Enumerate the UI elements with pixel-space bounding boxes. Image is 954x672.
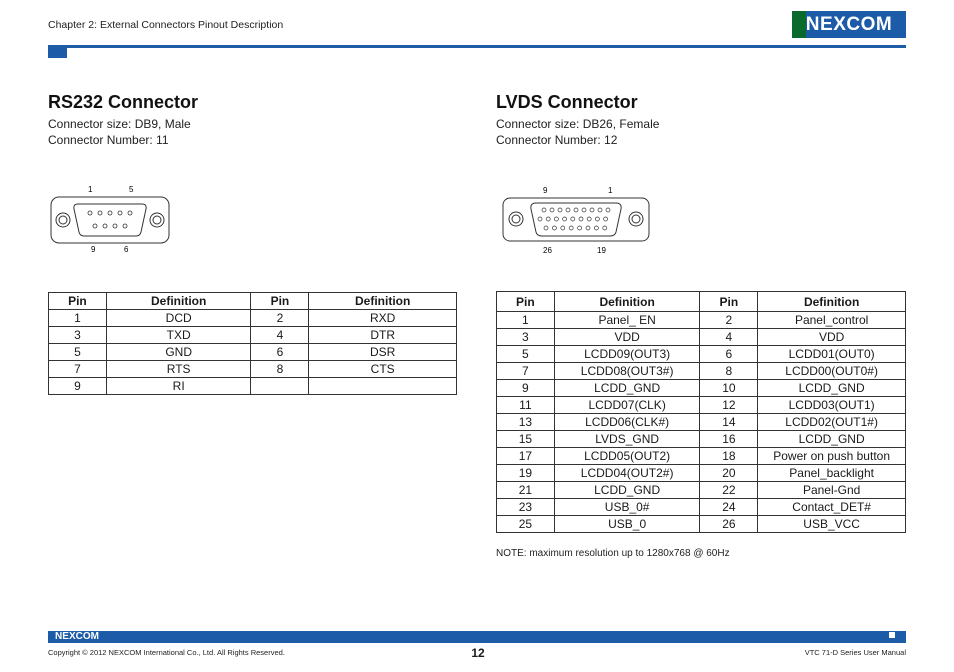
db9-face [74, 204, 146, 236]
db9-label-tr: 5 [129, 185, 134, 194]
pin-cell: 22 [700, 482, 758, 499]
db26-pin-hole [552, 226, 556, 230]
header-divider [48, 45, 906, 48]
db26-pin-hole [566, 208, 570, 212]
pin-cell: 2 [251, 310, 309, 327]
pin-cell: 1 [49, 310, 107, 327]
db26-pin-hole [603, 226, 607, 230]
table-row [497, 482, 906, 499]
db26-pin-hole [574, 208, 578, 212]
db26-pin-hole [544, 226, 548, 230]
rs232-info [48, 116, 191, 148]
definition-cell: LCDD_GND [554, 380, 700, 397]
db26-pin-hole [606, 208, 610, 212]
db26-pin-hole [571, 217, 575, 221]
definition-cell: TXD [106, 327, 251, 344]
pin-cell: 20 [700, 465, 758, 482]
table-row [497, 448, 906, 465]
definition-cell: LCDD06(CLK#) [554, 414, 700, 431]
column-header: Pin [700, 292, 758, 312]
definition-cell: RTS [106, 361, 251, 378]
db9-label-br: 6 [124, 245, 129, 254]
footer-bar [48, 631, 906, 643]
table-header-row [497, 292, 906, 312]
pin-cell: 9 [49, 378, 107, 395]
table-row [497, 431, 906, 448]
definition-cell: Contact_DET# [758, 499, 906, 516]
definition-cell: VDD [554, 329, 700, 346]
db26-pin-hole [550, 208, 554, 212]
table-row [497, 397, 906, 414]
definition-cell: LCDD01(OUT0) [758, 346, 906, 363]
definition-cell: RXD [309, 310, 457, 327]
pin-cell: 25 [497, 516, 555, 533]
db9-diagram [50, 182, 172, 256]
pin-cell: 7 [49, 361, 107, 378]
table-row [497, 414, 906, 431]
pin-cell: 4 [700, 329, 758, 346]
table-row [497, 329, 906, 346]
lvds-size: Connector size: DB26, Female [496, 117, 660, 131]
definition-cell: USB_VCC [758, 516, 906, 533]
rs232-pin-table [48, 292, 457, 395]
db26-pin-hole [586, 226, 590, 230]
lvds-pin-table [496, 291, 906, 533]
pin-cell: 18 [700, 448, 758, 465]
footer-square-mark [889, 632, 895, 638]
definition-cell: LCDD_GND [554, 482, 700, 499]
pin-cell: 12 [700, 397, 758, 414]
pin-cell: 4 [251, 327, 309, 344]
table-row [497, 465, 906, 482]
table-row [49, 327, 457, 344]
db26-pin-hole [546, 217, 550, 221]
pin-cell: 3 [49, 327, 107, 344]
chapter-title: Chapter 2: External Connectors Pinout Description [48, 19, 284, 31]
pin-cell: 24 [700, 499, 758, 516]
rs232-size: Connector size: DB9, Male [48, 117, 191, 131]
db26-label-tr: 1 [608, 186, 613, 195]
db9-label-tl: 1 [88, 185, 93, 194]
column-header: Pin [497, 292, 555, 312]
definition-cell: LCDD05(OUT2) [554, 448, 700, 465]
pin-cell: 9 [497, 380, 555, 397]
pin-cell: 1 [497, 312, 555, 329]
pin-cell: 5 [49, 344, 107, 361]
pin-cell: 8 [700, 363, 758, 380]
db26-pin-hole [590, 208, 594, 212]
table-row [497, 363, 906, 380]
nexcom-logo [792, 11, 906, 38]
definition-cell: USB_0 [554, 516, 700, 533]
pin-cell [251, 378, 309, 395]
column-header: Definition [758, 292, 906, 312]
db26-diagram [502, 183, 654, 257]
table-row [497, 516, 906, 533]
rs232-number: Connector Number: 11 [48, 133, 169, 147]
pin-cell: 16 [700, 431, 758, 448]
page-number: 12 [471, 646, 485, 660]
definition-cell: Panel_control [758, 312, 906, 329]
db26-label-tl: 9 [543, 186, 548, 195]
pin-cell: 26 [700, 516, 758, 533]
table-row [497, 499, 906, 516]
definition-cell: Panel_ EN [554, 312, 700, 329]
pin-cell: 6 [700, 346, 758, 363]
table-row [49, 344, 457, 361]
db26-pin-hole [604, 217, 608, 221]
table-row [497, 346, 906, 363]
lvds-note: NOTE: maximum resolution up to 1280x768 @ 60Hz [496, 548, 730, 559]
definition-cell: Power on push button [758, 448, 906, 465]
table-row [49, 378, 457, 395]
pin-cell: 15 [497, 431, 555, 448]
db26-pin-hole [578, 226, 582, 230]
column-header: Definition [106, 293, 251, 310]
pin-cell: 21 [497, 482, 555, 499]
db26-pin-hole [561, 226, 565, 230]
db9-label-bl: 9 [91, 245, 96, 254]
db26-pin-hole [554, 217, 558, 221]
manual-title: VTC 71-D Series User Manual [804, 648, 906, 657]
column-header: Pin [251, 293, 309, 310]
pin-cell: 23 [497, 499, 555, 516]
definition-cell: LCDD07(CLK) [554, 397, 700, 414]
definition-cell: CTS [309, 361, 457, 378]
definition-cell [309, 378, 457, 395]
table-header-row [49, 293, 457, 310]
pin-cell: 19 [497, 465, 555, 482]
footer-logo: NEXCOM [55, 631, 99, 642]
definition-cell: USB_0# [554, 499, 700, 516]
definition-cell: LCDD03(OUT1) [758, 397, 906, 414]
definition-cell: Panel-Gnd [758, 482, 906, 499]
db26-pin-hole [542, 208, 546, 212]
table-row [49, 310, 457, 327]
lvds-number: Connector Number: 12 [496, 133, 618, 147]
header-marker [48, 48, 67, 58]
definition-cell: LCDD08(OUT3#) [554, 363, 700, 380]
definition-cell: RI [106, 378, 251, 395]
pin-cell: 2 [700, 312, 758, 329]
definition-cell: LCDD_GND [758, 380, 906, 397]
db26-pin-hole [587, 217, 591, 221]
db26-pin-hole [598, 208, 602, 212]
copyright-text: Copyright © 2012 NEXCOM International Co., Ltd. All Rights Reserved. [48, 648, 285, 657]
definition-cell: DCD [106, 310, 251, 327]
pin-cell: 10 [700, 380, 758, 397]
db26-pin-hole [579, 217, 583, 221]
db26-pin-hole [594, 226, 598, 230]
db26-pin-hole [538, 217, 542, 221]
db26-pin-hole [595, 217, 599, 221]
pin-cell: 17 [497, 448, 555, 465]
pin-cell: 5 [497, 346, 555, 363]
table-row [497, 312, 906, 329]
db26-label-bl: 26 [543, 246, 552, 255]
pin-cell: 8 [251, 361, 309, 378]
db26-pin-hole [563, 217, 567, 221]
definition-cell: VDD [758, 329, 906, 346]
lvds-info [496, 116, 659, 148]
column-header: Definition [554, 292, 700, 312]
definition-cell: LCDD02(OUT1#) [758, 414, 906, 431]
db26-pin-hole [558, 208, 562, 212]
pin-cell: 14 [700, 414, 758, 431]
column-header: Pin [49, 293, 107, 310]
rs232-title: RS232 Connector [48, 92, 199, 112]
definition-cell: Panel_backlight [758, 465, 906, 482]
db26-label-br: 19 [597, 246, 606, 255]
pin-cell: 3 [497, 329, 555, 346]
pin-cell: 6 [251, 344, 309, 361]
definition-cell: DTR [309, 327, 457, 344]
definition-cell: LCDD00(OUT0#) [758, 363, 906, 380]
table-row [49, 361, 457, 378]
definition-cell: LCDD09(OUT3) [554, 346, 700, 363]
db26-pin-hole [582, 208, 586, 212]
definition-cell: DSR [309, 344, 457, 361]
column-header: Definition [309, 293, 457, 310]
definition-cell: LVDS_GND [554, 431, 700, 448]
definition-cell: LCDD04(OUT2#) [554, 465, 700, 482]
definition-cell: LCDD_GND [758, 431, 906, 448]
pin-cell: 11 [497, 397, 555, 414]
pin-cell: 13 [497, 414, 555, 431]
db26-pin-hole [569, 226, 573, 230]
definition-cell: GND [106, 344, 251, 361]
logo-text: NEXCOM [805, 14, 893, 35]
table-row [497, 380, 906, 397]
pin-cell: 7 [497, 363, 555, 380]
lvds-title: LVDS Connector [496, 92, 638, 112]
